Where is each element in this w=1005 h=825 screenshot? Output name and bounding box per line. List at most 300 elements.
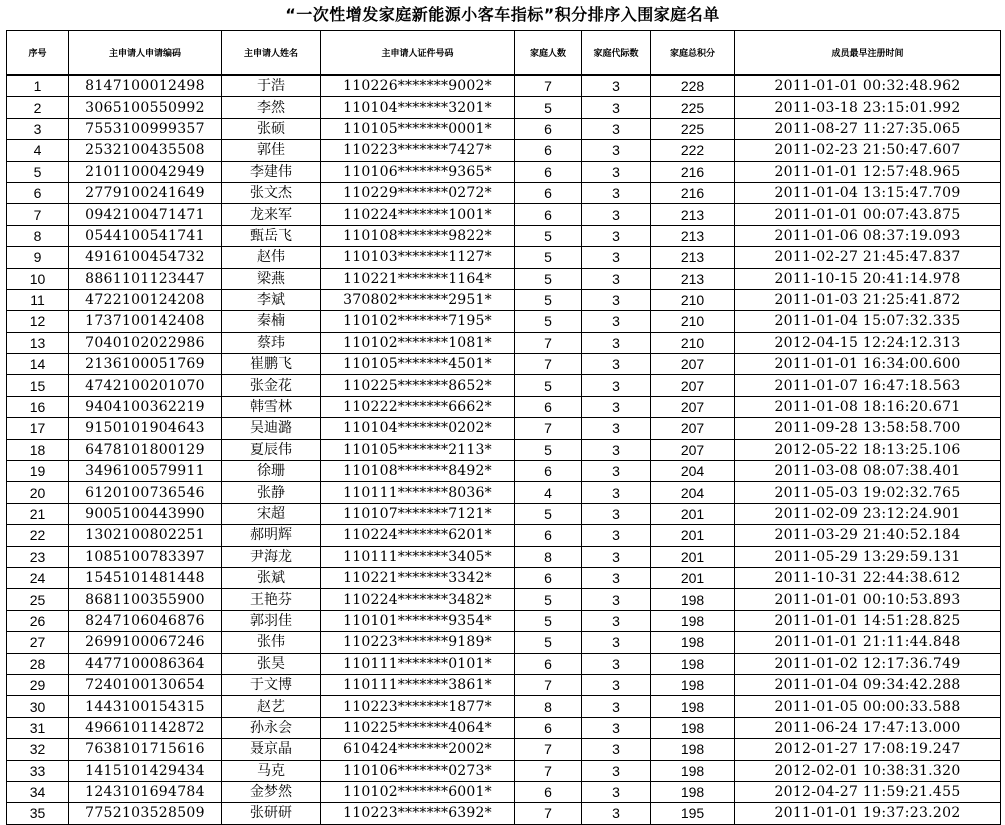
cell-generations: 3 bbox=[582, 140, 651, 161]
cell-applicant-name: 李建伟 bbox=[222, 161, 321, 182]
cell-applicant-name: 梁燕 bbox=[222, 268, 321, 289]
table-row bbox=[7, 311, 1001, 332]
cell-total-score: 198 bbox=[651, 589, 735, 610]
table-row bbox=[7, 396, 1001, 417]
cell-total-score: 198 bbox=[651, 717, 735, 738]
cell-id-number: 610424*******2002* bbox=[321, 739, 515, 760]
cell-family-size: 5 bbox=[515, 439, 582, 460]
cell-total-score: 198 bbox=[651, 674, 735, 695]
cell-earliest-registration: 2011-08-27 11:27:35.065 bbox=[735, 118, 1001, 139]
cell-seq: 29 bbox=[7, 674, 69, 695]
cell-application-code: 7752103528509 bbox=[69, 803, 222, 824]
cell-generations: 3 bbox=[582, 332, 651, 353]
cell-total-score: 204 bbox=[651, 461, 735, 482]
cell-applicant-name: 郭佳 bbox=[222, 140, 321, 161]
cell-total-score: 201 bbox=[651, 525, 735, 546]
cell-generations: 3 bbox=[582, 375, 651, 396]
cell-generations: 3 bbox=[582, 396, 651, 417]
cell-seq: 15 bbox=[7, 375, 69, 396]
cell-seq: 34 bbox=[7, 781, 69, 802]
table-body bbox=[7, 75, 1001, 824]
table-row bbox=[7, 567, 1001, 588]
cell-id-number: 110102*******1081* bbox=[321, 332, 515, 353]
table-row bbox=[7, 674, 1001, 695]
cell-family-size: 6 bbox=[515, 781, 582, 802]
cell-seq: 35 bbox=[7, 803, 69, 824]
cell-earliest-registration: 2011-10-15 20:41:14.978 bbox=[735, 268, 1001, 289]
cell-generations: 3 bbox=[582, 546, 651, 567]
cell-id-number: 110106*******9365* bbox=[321, 161, 515, 182]
cell-applicant-name: 张昊 bbox=[222, 653, 321, 674]
table-row bbox=[7, 140, 1001, 161]
cell-seq: 4 bbox=[7, 140, 69, 161]
cell-applicant-name: 韩雪林 bbox=[222, 396, 321, 417]
cell-application-code: 4966101142872 bbox=[69, 717, 222, 738]
col-header-application-code: 主申请人申请编码 bbox=[69, 31, 222, 76]
cell-total-score: 207 bbox=[651, 375, 735, 396]
cell-application-code: 3065100550992 bbox=[69, 97, 222, 118]
col-header-earliest-registration: 成员最早注册时间 bbox=[735, 31, 1001, 76]
cell-id-number: 110222*******6662* bbox=[321, 396, 515, 417]
cell-family-size: 7 bbox=[515, 75, 582, 97]
cell-applicant-name: 郭羽佳 bbox=[222, 610, 321, 631]
table-row bbox=[7, 225, 1001, 246]
cell-id-number: 110104*******3201* bbox=[321, 97, 515, 118]
cell-family-size: 6 bbox=[515, 525, 582, 546]
cell-earliest-registration: 2011-01-01 16:34:00.600 bbox=[735, 354, 1001, 375]
cell-total-score: 204 bbox=[651, 482, 735, 503]
cell-seq: 22 bbox=[7, 525, 69, 546]
cell-seq: 24 bbox=[7, 567, 69, 588]
cell-earliest-registration: 2011-02-09 23:12:24.901 bbox=[735, 503, 1001, 524]
cell-seq: 11 bbox=[7, 289, 69, 310]
cell-earliest-registration: 2011-10-31 22:44:38.612 bbox=[735, 567, 1001, 588]
cell-family-size: 6 bbox=[515, 204, 582, 225]
cell-total-score: 213 bbox=[651, 247, 735, 268]
cell-applicant-name: 李然 bbox=[222, 97, 321, 118]
cell-seq: 23 bbox=[7, 546, 69, 567]
cell-family-size: 6 bbox=[515, 396, 582, 417]
cell-earliest-registration: 2011-03-18 23:15:01.992 bbox=[735, 97, 1001, 118]
table-row bbox=[7, 375, 1001, 396]
cell-earliest-registration: 2011-01-01 00:07:43.875 bbox=[735, 204, 1001, 225]
cell-applicant-name: 孙永会 bbox=[222, 717, 321, 738]
cell-earliest-registration: 2011-01-05 00:00:33.588 bbox=[735, 696, 1001, 717]
col-header-family-size: 家庭人数 bbox=[515, 31, 582, 76]
cell-family-size: 6 bbox=[515, 567, 582, 588]
cell-earliest-registration: 2012-04-15 12:24:12.313 bbox=[735, 332, 1001, 353]
cell-family-size: 5 bbox=[515, 268, 582, 289]
cell-application-code: 1085100783397 bbox=[69, 546, 222, 567]
cell-applicant-name: 吴迪潞 bbox=[222, 418, 321, 439]
cell-generations: 3 bbox=[582, 182, 651, 203]
table-row bbox=[7, 332, 1001, 353]
cell-seq: 16 bbox=[7, 396, 69, 417]
cell-family-size: 5 bbox=[515, 225, 582, 246]
cell-total-score: 207 bbox=[651, 439, 735, 460]
cell-earliest-registration: 2011-01-01 00:10:53.893 bbox=[735, 589, 1001, 610]
cell-seq: 32 bbox=[7, 739, 69, 760]
cell-application-code: 6120100736546 bbox=[69, 482, 222, 503]
cell-id-number: 110111*******3405* bbox=[321, 546, 515, 567]
cell-generations: 3 bbox=[582, 418, 651, 439]
cell-family-size: 5 bbox=[515, 311, 582, 332]
cell-seq: 13 bbox=[7, 332, 69, 353]
col-header-generations: 家庭代际数 bbox=[582, 31, 651, 76]
cell-applicant-name: 蔡玮 bbox=[222, 332, 321, 353]
cell-generations: 3 bbox=[582, 225, 651, 246]
cell-seq: 30 bbox=[7, 696, 69, 717]
cell-family-size: 5 bbox=[515, 247, 582, 268]
cell-generations: 3 bbox=[582, 525, 651, 546]
cell-total-score: 225 bbox=[651, 97, 735, 118]
cell-id-number: 110105*******4501* bbox=[321, 354, 515, 375]
cell-earliest-registration: 2012-02-01 10:38:31.320 bbox=[735, 760, 1001, 781]
cell-application-code: 7638101715616 bbox=[69, 739, 222, 760]
cell-earliest-registration: 2011-01-04 09:34:42.288 bbox=[735, 674, 1001, 695]
cell-seq: 25 bbox=[7, 589, 69, 610]
cell-family-size: 5 bbox=[515, 503, 582, 524]
cell-application-code: 2779100241649 bbox=[69, 182, 222, 203]
cell-seq: 3 bbox=[7, 118, 69, 139]
cell-generations: 3 bbox=[582, 803, 651, 824]
table-row bbox=[7, 525, 1001, 546]
cell-application-code: 1737100142408 bbox=[69, 311, 222, 332]
cell-application-code: 4722100124208 bbox=[69, 289, 222, 310]
cell-generations: 3 bbox=[582, 503, 651, 524]
cell-application-code: 3496100579911 bbox=[69, 461, 222, 482]
cell-family-size: 7 bbox=[515, 803, 582, 824]
cell-generations: 3 bbox=[582, 717, 651, 738]
table-row bbox=[7, 739, 1001, 760]
cell-id-number: 110107*******7121* bbox=[321, 503, 515, 524]
cell-id-number: 110224*******1001* bbox=[321, 204, 515, 225]
cell-applicant-name: 甄岳飞 bbox=[222, 225, 321, 246]
cell-total-score: 198 bbox=[651, 760, 735, 781]
cell-id-number: 110105*******2113* bbox=[321, 439, 515, 460]
table-row bbox=[7, 268, 1001, 289]
cell-application-code: 1415101429434 bbox=[69, 760, 222, 781]
cell-family-size: 6 bbox=[515, 140, 582, 161]
family-ranking-table bbox=[6, 30, 1001, 825]
cell-total-score: 198 bbox=[651, 653, 735, 674]
cell-earliest-registration: 2011-01-01 14:51:28.825 bbox=[735, 610, 1001, 631]
cell-generations: 3 bbox=[582, 75, 651, 97]
cell-generations: 3 bbox=[582, 653, 651, 674]
cell-total-score: 225 bbox=[651, 118, 735, 139]
cell-applicant-name: 张硕 bbox=[222, 118, 321, 139]
cell-earliest-registration: 2011-05-29 13:29:59.131 bbox=[735, 546, 1001, 567]
cell-application-code: 7553100999357 bbox=[69, 118, 222, 139]
cell-application-code: 2136100051769 bbox=[69, 354, 222, 375]
table-row bbox=[7, 632, 1001, 653]
cell-application-code: 4916100454732 bbox=[69, 247, 222, 268]
cell-total-score: 213 bbox=[651, 225, 735, 246]
cell-total-score: 198 bbox=[651, 696, 735, 717]
cell-family-size: 7 bbox=[515, 760, 582, 781]
cell-application-code: 4477100086364 bbox=[69, 653, 222, 674]
cell-seq: 33 bbox=[7, 760, 69, 781]
cell-total-score: 216 bbox=[651, 182, 735, 203]
cell-seq: 17 bbox=[7, 418, 69, 439]
cell-family-size: 5 bbox=[515, 97, 582, 118]
cell-applicant-name: 秦楠 bbox=[222, 311, 321, 332]
table-row bbox=[7, 546, 1001, 567]
cell-id-number: 110224*******3482* bbox=[321, 589, 515, 610]
table-row bbox=[7, 461, 1001, 482]
cell-total-score: 210 bbox=[651, 289, 735, 310]
cell-seq: 12 bbox=[7, 311, 69, 332]
page-title: “一次性增发家庭新能源小客车指标”积分排序入围家庭名单 bbox=[285, 5, 720, 24]
cell-total-score: 207 bbox=[651, 396, 735, 417]
cell-generations: 3 bbox=[582, 482, 651, 503]
table-row bbox=[7, 482, 1001, 503]
cell-earliest-registration: 2011-01-04 13:15:47.709 bbox=[735, 182, 1001, 203]
cell-seq: 26 bbox=[7, 610, 69, 631]
cell-id-number: 110101*******9354* bbox=[321, 610, 515, 631]
cell-generations: 3 bbox=[582, 118, 651, 139]
cell-application-code: 1302100802251 bbox=[69, 525, 222, 546]
table-row bbox=[7, 354, 1001, 375]
cell-earliest-registration: 2011-06-24 17:47:13.000 bbox=[735, 717, 1001, 738]
cell-earliest-registration: 2011-01-04 15:07:32.335 bbox=[735, 311, 1001, 332]
cell-id-number: 110224*******6201* bbox=[321, 525, 515, 546]
cell-applicant-name: 金梦然 bbox=[222, 781, 321, 802]
cell-total-score: 198 bbox=[651, 632, 735, 653]
cell-applicant-name: 郝明辉 bbox=[222, 525, 321, 546]
cell-family-size: 8 bbox=[515, 546, 582, 567]
cell-application-code: 8247106046876 bbox=[69, 610, 222, 631]
cell-earliest-registration: 2011-01-01 19:37:23.202 bbox=[735, 803, 1001, 824]
cell-seq: 10 bbox=[7, 268, 69, 289]
cell-total-score: 228 bbox=[651, 75, 735, 97]
cell-seq: 5 bbox=[7, 161, 69, 182]
cell-generations: 3 bbox=[582, 439, 651, 460]
cell-total-score: 201 bbox=[651, 567, 735, 588]
cell-total-score: 213 bbox=[651, 204, 735, 225]
cell-seq: 7 bbox=[7, 204, 69, 225]
cell-seq: 20 bbox=[7, 482, 69, 503]
table-row bbox=[7, 289, 1001, 310]
cell-total-score: 207 bbox=[651, 418, 735, 439]
cell-id-number: 110223*******9189* bbox=[321, 632, 515, 653]
cell-seq: 14 bbox=[7, 354, 69, 375]
cell-family-size: 7 bbox=[515, 332, 582, 353]
table-header-row bbox=[7, 31, 1001, 76]
cell-seq: 28 bbox=[7, 653, 69, 674]
cell-family-size: 4 bbox=[515, 482, 582, 503]
cell-total-score: 198 bbox=[651, 781, 735, 802]
cell-application-code: 2532100435508 bbox=[69, 140, 222, 161]
cell-application-code: 2699100067246 bbox=[69, 632, 222, 653]
cell-seq: 9 bbox=[7, 247, 69, 268]
cell-application-code: 1443100154315 bbox=[69, 696, 222, 717]
cell-id-number: 110225*******4064* bbox=[321, 717, 515, 738]
cell-applicant-name: 张文杰 bbox=[222, 182, 321, 203]
cell-generations: 3 bbox=[582, 567, 651, 588]
cell-applicant-name: 崔鹏飞 bbox=[222, 354, 321, 375]
cell-family-size: 6 bbox=[515, 182, 582, 203]
cell-family-size: 5 bbox=[515, 375, 582, 396]
cell-id-number: 110221*******3342* bbox=[321, 567, 515, 588]
cell-family-size: 5 bbox=[515, 632, 582, 653]
cell-applicant-name: 马克 bbox=[222, 760, 321, 781]
cell-seq: 8 bbox=[7, 225, 69, 246]
cell-family-size: 6 bbox=[515, 118, 582, 139]
cell-applicant-name: 张斌 bbox=[222, 567, 321, 588]
cell-generations: 3 bbox=[582, 696, 651, 717]
cell-id-number: 110103*******1127* bbox=[321, 247, 515, 268]
cell-earliest-registration: 2011-01-08 18:16:20.671 bbox=[735, 396, 1001, 417]
cell-earliest-registration: 2011-01-01 12:57:48.965 bbox=[735, 161, 1001, 182]
cell-family-size: 6 bbox=[515, 161, 582, 182]
cell-earliest-registration: 2011-01-02 12:17:36.749 bbox=[735, 653, 1001, 674]
cell-applicant-name: 赵艺 bbox=[222, 696, 321, 717]
cell-applicant-name: 张金花 bbox=[222, 375, 321, 396]
table-row bbox=[7, 610, 1001, 631]
cell-id-number: 110108*******9822* bbox=[321, 225, 515, 246]
cell-earliest-registration: 2011-02-27 21:45:47.837 bbox=[735, 247, 1001, 268]
cell-application-code: 7040102022986 bbox=[69, 332, 222, 353]
cell-id-number: 110105*******0001* bbox=[321, 118, 515, 139]
cell-application-code: 8861101123447 bbox=[69, 268, 222, 289]
table-row bbox=[7, 182, 1001, 203]
table-row bbox=[7, 418, 1001, 439]
cell-applicant-name: 王艳芬 bbox=[222, 589, 321, 610]
cell-family-size: 7 bbox=[515, 354, 582, 375]
cell-total-score: 201 bbox=[651, 546, 735, 567]
cell-generations: 3 bbox=[582, 354, 651, 375]
cell-id-number: 110102*******6001* bbox=[321, 781, 515, 802]
cell-generations: 3 bbox=[582, 161, 651, 182]
col-header-total-score: 家庭总积分 bbox=[651, 31, 735, 76]
cell-family-size: 6 bbox=[515, 717, 582, 738]
cell-earliest-registration: 2011-03-08 08:07:38.401 bbox=[735, 461, 1001, 482]
table-row bbox=[7, 760, 1001, 781]
cell-application-code: 6478101800129 bbox=[69, 439, 222, 460]
cell-applicant-name: 李斌 bbox=[222, 289, 321, 310]
table-row bbox=[7, 781, 1001, 802]
cell-family-size: 5 bbox=[515, 289, 582, 310]
cell-application-code: 8147100012498 bbox=[69, 75, 222, 97]
cell-family-size: 8 bbox=[515, 696, 582, 717]
col-header-id-number: 主申请人证件号码 bbox=[321, 31, 515, 76]
cell-total-score: 198 bbox=[651, 739, 735, 760]
cell-generations: 3 bbox=[582, 589, 651, 610]
cell-total-score: 222 bbox=[651, 140, 735, 161]
cell-generations: 3 bbox=[582, 204, 651, 225]
cell-seq: 31 bbox=[7, 717, 69, 738]
cell-family-size: 6 bbox=[515, 653, 582, 674]
cell-earliest-registration: 2012-01-27 17:08:19.247 bbox=[735, 739, 1001, 760]
table-row bbox=[7, 97, 1001, 118]
cell-id-number: 110102*******7195* bbox=[321, 311, 515, 332]
cell-total-score: 210 bbox=[651, 311, 735, 332]
table-row bbox=[7, 589, 1001, 610]
cell-id-number: 110106*******0273* bbox=[321, 760, 515, 781]
cell-total-score: 195 bbox=[651, 803, 735, 824]
cell-applicant-name: 张静 bbox=[222, 482, 321, 503]
cell-generations: 3 bbox=[582, 311, 651, 332]
cell-earliest-registration: 2012-05-22 18:13:25.106 bbox=[735, 439, 1001, 460]
cell-application-code: 9404100362219 bbox=[69, 396, 222, 417]
table-row bbox=[7, 161, 1001, 182]
col-header-seq: 序号 bbox=[7, 31, 69, 76]
cell-application-code: 9150101904643 bbox=[69, 418, 222, 439]
cell-id-number: 110223*******6392* bbox=[321, 803, 515, 824]
cell-earliest-registration: 2011-01-01 00:32:48.962 bbox=[735, 75, 1001, 97]
cell-family-size: 7 bbox=[515, 418, 582, 439]
cell-earliest-registration: 2011-01-01 21:11:44.848 bbox=[735, 632, 1001, 653]
cell-applicant-name: 宋超 bbox=[222, 503, 321, 524]
cell-family-size: 6 bbox=[515, 461, 582, 482]
cell-application-code: 9005100443990 bbox=[69, 503, 222, 524]
table-row bbox=[7, 653, 1001, 674]
col-header-applicant-name: 主申请人姓名 bbox=[222, 31, 321, 76]
cell-id-number: 370802*******2951* bbox=[321, 289, 515, 310]
cell-earliest-registration: 2012-04-27 11:59:21.455 bbox=[735, 781, 1001, 802]
cell-generations: 3 bbox=[582, 461, 651, 482]
cell-application-code: 1545101481448 bbox=[69, 567, 222, 588]
table-row bbox=[7, 247, 1001, 268]
cell-id-number: 110223*******7427* bbox=[321, 140, 515, 161]
cell-seq: 27 bbox=[7, 632, 69, 653]
cell-applicant-name: 聂京晶 bbox=[222, 739, 321, 760]
cell-total-score: 213 bbox=[651, 268, 735, 289]
cell-total-score: 207 bbox=[651, 354, 735, 375]
cell-family-size: 5 bbox=[515, 610, 582, 631]
cell-seq: 19 bbox=[7, 461, 69, 482]
cell-application-code: 8681100355900 bbox=[69, 589, 222, 610]
cell-seq: 1 bbox=[7, 75, 69, 97]
cell-applicant-name: 尹海龙 bbox=[222, 546, 321, 567]
cell-generations: 3 bbox=[582, 610, 651, 631]
cell-earliest-registration: 2011-09-28 13:58:58.700 bbox=[735, 418, 1001, 439]
cell-earliest-registration: 2011-03-29 21:40:52.184 bbox=[735, 525, 1001, 546]
cell-id-number: 110223*******1877* bbox=[321, 696, 515, 717]
cell-generations: 3 bbox=[582, 97, 651, 118]
cell-generations: 3 bbox=[582, 781, 651, 802]
cell-id-number: 110221*******1164* bbox=[321, 268, 515, 289]
cell-applicant-name: 于文博 bbox=[222, 674, 321, 695]
cell-seq: 2 bbox=[7, 97, 69, 118]
cell-family-size: 7 bbox=[515, 739, 582, 760]
cell-applicant-name: 赵伟 bbox=[222, 247, 321, 268]
cell-earliest-registration: 2011-05-03 19:02:32.765 bbox=[735, 482, 1001, 503]
cell-generations: 3 bbox=[582, 632, 651, 653]
cell-applicant-name: 龙来军 bbox=[222, 204, 321, 225]
table-row bbox=[7, 503, 1001, 524]
cell-total-score: 216 bbox=[651, 161, 735, 182]
cell-generations: 3 bbox=[582, 760, 651, 781]
table-row bbox=[7, 717, 1001, 738]
cell-earliest-registration: 2011-01-07 16:47:18.563 bbox=[735, 375, 1001, 396]
cell-applicant-name: 夏辰伟 bbox=[222, 439, 321, 460]
cell-application-code: 1243101694784 bbox=[69, 781, 222, 802]
cell-id-number: 110225*******8652* bbox=[321, 375, 515, 396]
table-row bbox=[7, 696, 1001, 717]
cell-earliest-registration: 2011-01-06 08:37:19.093 bbox=[735, 225, 1001, 246]
cell-applicant-name: 张研研 bbox=[222, 803, 321, 824]
cell-id-number: 110104*******0202* bbox=[321, 418, 515, 439]
table-row bbox=[7, 75, 1001, 97]
cell-applicant-name: 徐珊 bbox=[222, 461, 321, 482]
cell-application-code: 4742100201070 bbox=[69, 375, 222, 396]
table-row bbox=[7, 118, 1001, 139]
cell-id-number: 110226*******9002* bbox=[321, 75, 515, 97]
cell-id-number: 110108*******8492* bbox=[321, 461, 515, 482]
cell-earliest-registration: 2011-01-03 21:25:41.872 bbox=[735, 289, 1001, 310]
